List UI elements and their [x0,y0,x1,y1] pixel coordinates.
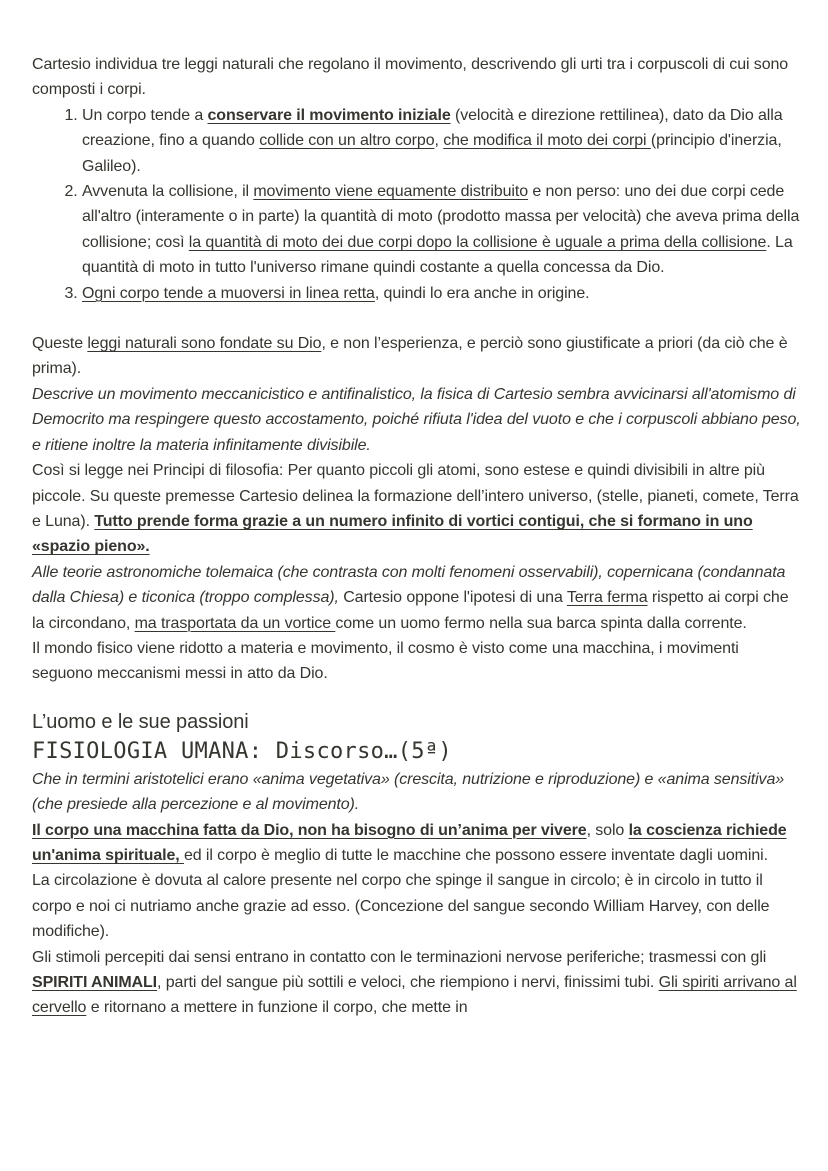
intro-paragraph: Cartesio individua tre leggi naturali che regolano il movimento, descrivendo gli urti tra i corpuscoli di cui sono composti i corpi. [32,56,789,99]
paragraph: Queste leggi naturali sono fondate su Dio, e non l’esperienza, e perciò sono giustificate a priori (da ciò che è prima). [32,335,788,378]
list-item: 2. Avvenuta la collisione, il movimento viene equamente distribuito e non perso: uno dei due corpi cede all'altro (interamente o in parte) la quantità di moto (prodotto massa per velocità) che aveva prima della collisione; così la quantità di moto dei due corpi dopo la collisione è uguale a prima della collisione. La quantità di moto in tutto l'universo rimane quindi costante a quella concessa da Dio. [82,179,802,281]
underlined-text: Ogni corpo tende a muoversi in linea retta [82,284,375,302]
document-page [32,52,802,1021]
underlined-text: ma trasportata da un vortice [134,614,336,632]
list-item: 1. Un corpo tende a conservare il movimento iniziale (velocità e direzione rettilinea), dato da Dio alla creazione, fino a quando collide con un altro corpo, che modifica il moto dei corpi (principio d'inerzia, Galileo). [82,103,802,179]
paragraph: Il corpo una macchina fatta da Dio, non ha bisogno di un’anima per vivere, solo la coscienza richiede un'anima spirituale, ed il corpo è meglio di tutte le macchine che possono essere inventate dagli uomini. [32,821,787,864]
underlined-text: che modifica il moto dei corpi [443,132,651,150]
underlined-text: Terra ferma [566,589,648,607]
underlined-text: la quantità di moto dei due corpi dopo la collisione è uguale a prima della collisione [188,233,767,251]
underlined-bold-text: la coscienza richiede un'anima spirituale, [32,821,787,864]
underlined-text: leggi naturali sono fondate su Dio [87,335,322,353]
underlined-text: Gli spiriti arrivano al cervello [32,974,797,1017]
section-subheading: FISIOLOGIA UMANA: Discorso…(5ª) [32,738,452,764]
underlined-text: movimento viene equamente distribuito [253,183,529,201]
paragraph: La circolazione è dovuta al calore presente nel corpo che spinge il sangue in circolo; è in circolo in tutto il corpo e noi ci nutriamo anche grazie ad esso. (Concezione del sangue secondo William Harvey, con delle modifiche). [32,872,770,941]
underlined-bold-text: SPIRITI ANIMALI [32,974,158,991]
laws-list [32,103,802,306]
section-heading: L’uomo e le sue passioni [32,710,249,733]
underlined-bold-text: Il corpo una macchina fatta da Dio, non ha bisogno di un’anima per vivere [32,821,587,839]
underlined-text: collide con un altro corpo [259,132,435,150]
paragraph: Il mondo fisico viene ridotto a materia e movimento, il cosmo è visto come una macchina, i movimenti seguono meccanismi messi in atto da Dio. [32,639,739,683]
italic-paragraph: Descrive un movimento meccanicistico e antifinalistico, la fisica di Cartesio sembra avvicinarsi all'atomismo di Democrito ma respingere questo accostamento, poiché rifiuta l'idea del vuoto e che i corpuscoli abbiano peso, e ritiene inoltre la materia infinitamente divisibile. [32,385,801,454]
list-item: 3. Ogni corpo tende a muoversi in linea retta, quindi lo era anche in origine. [82,281,802,306]
paragraph: Alle teorie astronomiche tolemaica (che contrasta con molti fenomeni osservabili), copernicana (condannata dalla Chiesa) e ticonica (troppo complessa), Cartesio oppone l'ipotesi di una Terra ferma rispetto ai corpi che la circondano, ma trasportata da un vortice come un uomo fermo nella sua barca spinta dalla corrente. [32,563,789,632]
italic-paragraph: Che in termini aristotelici erano «anima vegetativa» (crescita, nutrizione e riproduzione) e «anima sensitiva» (che presiede alla percezione e al movimento). [32,770,785,814]
underlined-bold-text: conservare il movimento iniziale [207,106,451,124]
paragraph: Così si legge nei Principi di filosofia: Per quanto piccoli gli atomi, sono estese e quindi divisibili in altre più piccole. Su queste premesse Cartesio delinea la formazione dell’intero universo, (stelle, pianeti, comete, Terra e Luna). Tutto prende forma grazie a un numero infinito di vortici contigui, che si formano in uno «spazio pieno». [32,462,799,556]
paragraph: Gli stimoli percepiti dai sensi entrano in contatto con le terminazioni nervose periferiche; trasmessi con gli SPIRITI ANIMALI, parti del sangue più sottili e veloci, che riempiono i nervi, finissimi tubi. Gli spiriti arrivano al cervello e ritornano a mettere in funzione il corpo, che mette in [32,948,797,1017]
underlined-bold-text: Tutto prende forma grazie a un numero infinito di vortici contigui, che si formano in uno «spazio pieno». [32,512,753,556]
